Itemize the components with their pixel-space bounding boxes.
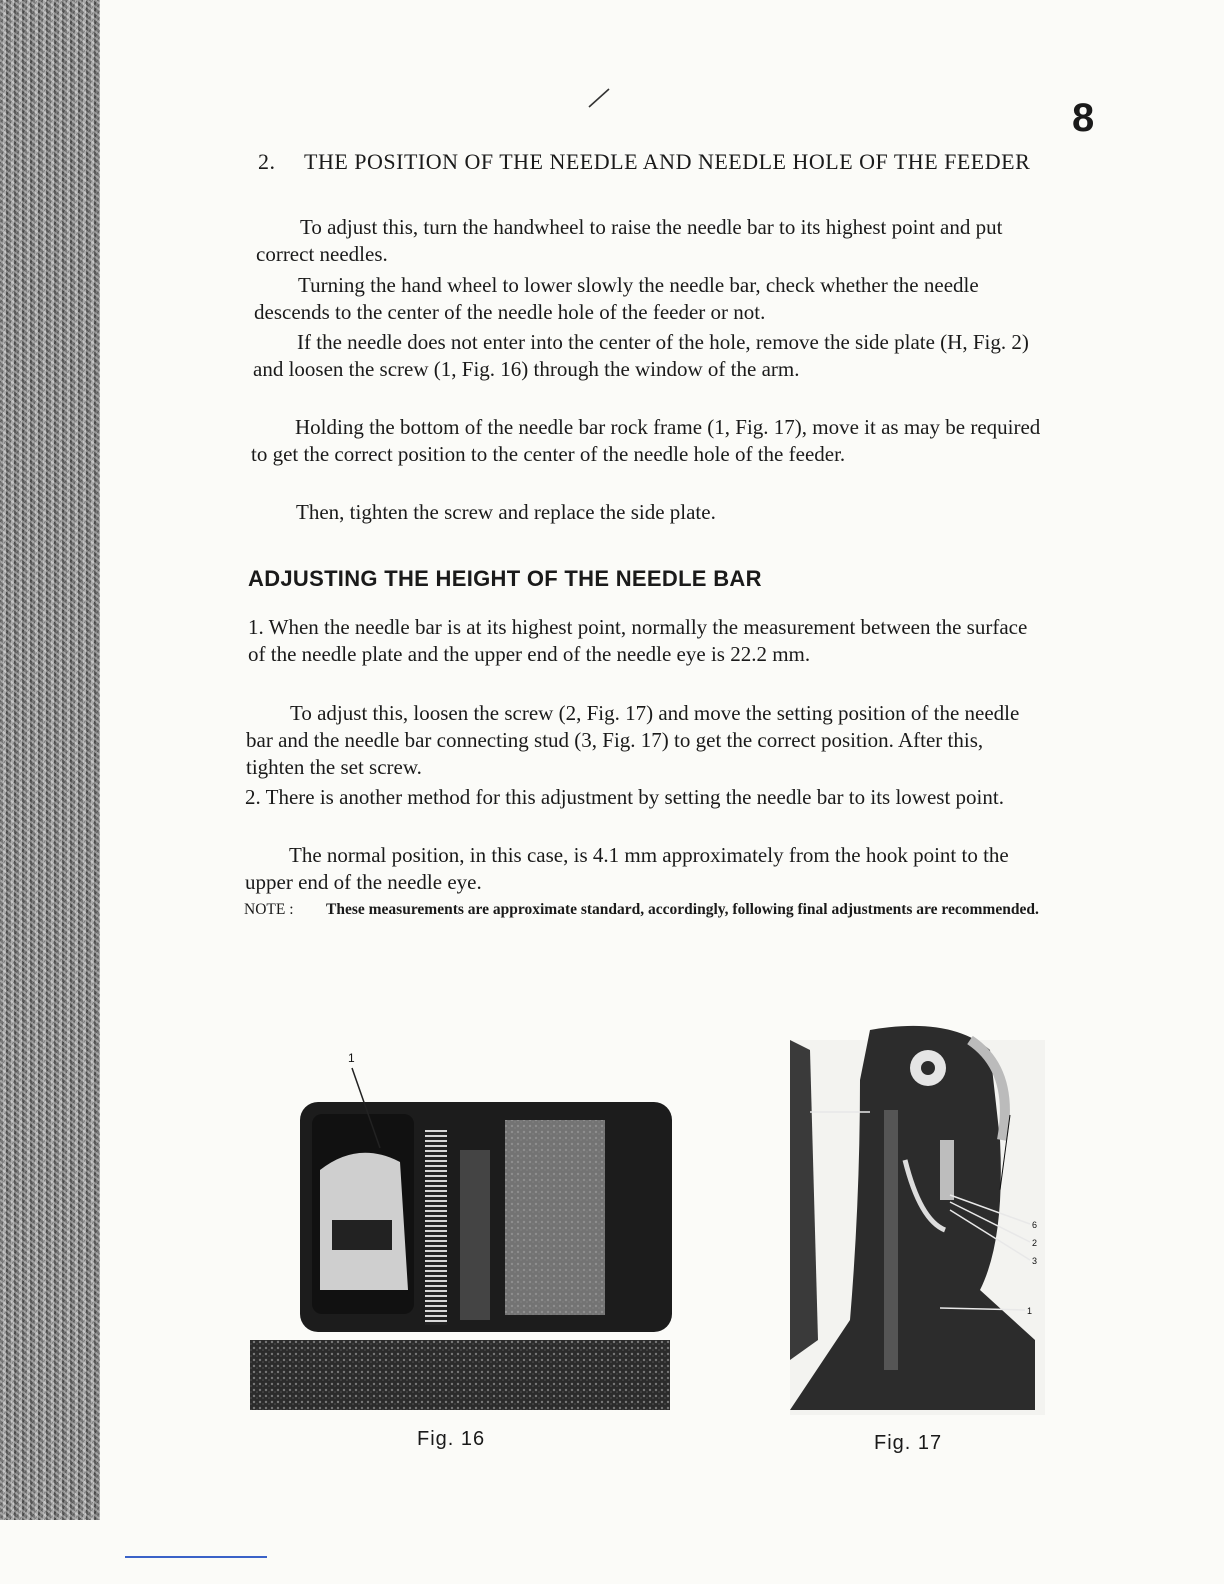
section-title: THE POSITION OF THE NEEDLE AND NEEDLE HOLE OF THE FEEDER — [304, 149, 1031, 174]
paragraph: 2. There is another method for this adjustment by setting the needle bar to its lowest point. — [245, 785, 1004, 809]
figure-17-callout: 2 — [1032, 1238, 1038, 1248]
figure-16-callout: 1 — [348, 1051, 355, 1065]
figure-17-callout: 6 — [1032, 1220, 1038, 1230]
section-title: ADJUSTING THE HEIGHT OF THE NEEDLE BAR — [248, 566, 762, 591]
note-text: These measurements are approximate standard, accordingly, following final adjustments are recommended. — [326, 901, 1039, 918]
figure-17-photo — [780, 1020, 1050, 1420]
paragraph: Then, tighten the screw and replace the side plate. — [296, 500, 716, 524]
figure-17-callout: 3 — [1032, 1256, 1038, 1266]
paragraph: The normal position, in this case, is 4.1 mm approximately from the hook point to the upper end of the needle eye. — [245, 843, 1009, 894]
section-heading — [258, 148, 1058, 175]
paragraph: To adjust this, turn the handwheel to raise the needle bar to its highest point and put correct needles. — [256, 215, 1003, 266]
figure-16-photo — [240, 1040, 680, 1410]
page-number: 8 — [1072, 96, 1095, 140]
paragraph: Turning the hand wheel to lower slowly the needle bar, check whether the needle descends to the center of the needle hole of the feeder or not. — [254, 273, 979, 324]
figure-16-caption: Fig. 16 — [417, 1428, 486, 1450]
pen-mark — [586, 86, 612, 110]
note — [244, 900, 1044, 920]
figure-17-caption: Fig. 17 — [874, 1432, 943, 1454]
page-binding-edge — [0, 0, 100, 1520]
paragraph: If the needle does not enter into the center of the hole, remove the side plate (H, Fig. 2) and loosen the screw (1, Fig. 16) through the window of the arm. — [253, 330, 1029, 381]
section-number: 2. — [258, 149, 276, 174]
note-label: NOTE : — [244, 901, 294, 918]
figure-17-callout: 1 — [1027, 1306, 1033, 1316]
paragraph: To adjust this, loosen the screw (2, Fig. 17) and move the setting position of the needle bar and the needle bar connecting stud (3, Fig. 17) to get the correct position. After this, tighten the set screw. — [246, 701, 1020, 779]
paragraph: 1. When the needle bar is at its highest point, normally the measurement between the surface of the needle plate and the upper end of the needle eye is 22.2 mm. — [248, 615, 1028, 666]
bottom-rule — [125, 1556, 267, 1558]
paragraph: Holding the bottom of the needle bar rock frame (1, Fig. 17), move it as may be required to get the correct position to the center of the needle hole of the feeder. — [251, 415, 1041, 466]
